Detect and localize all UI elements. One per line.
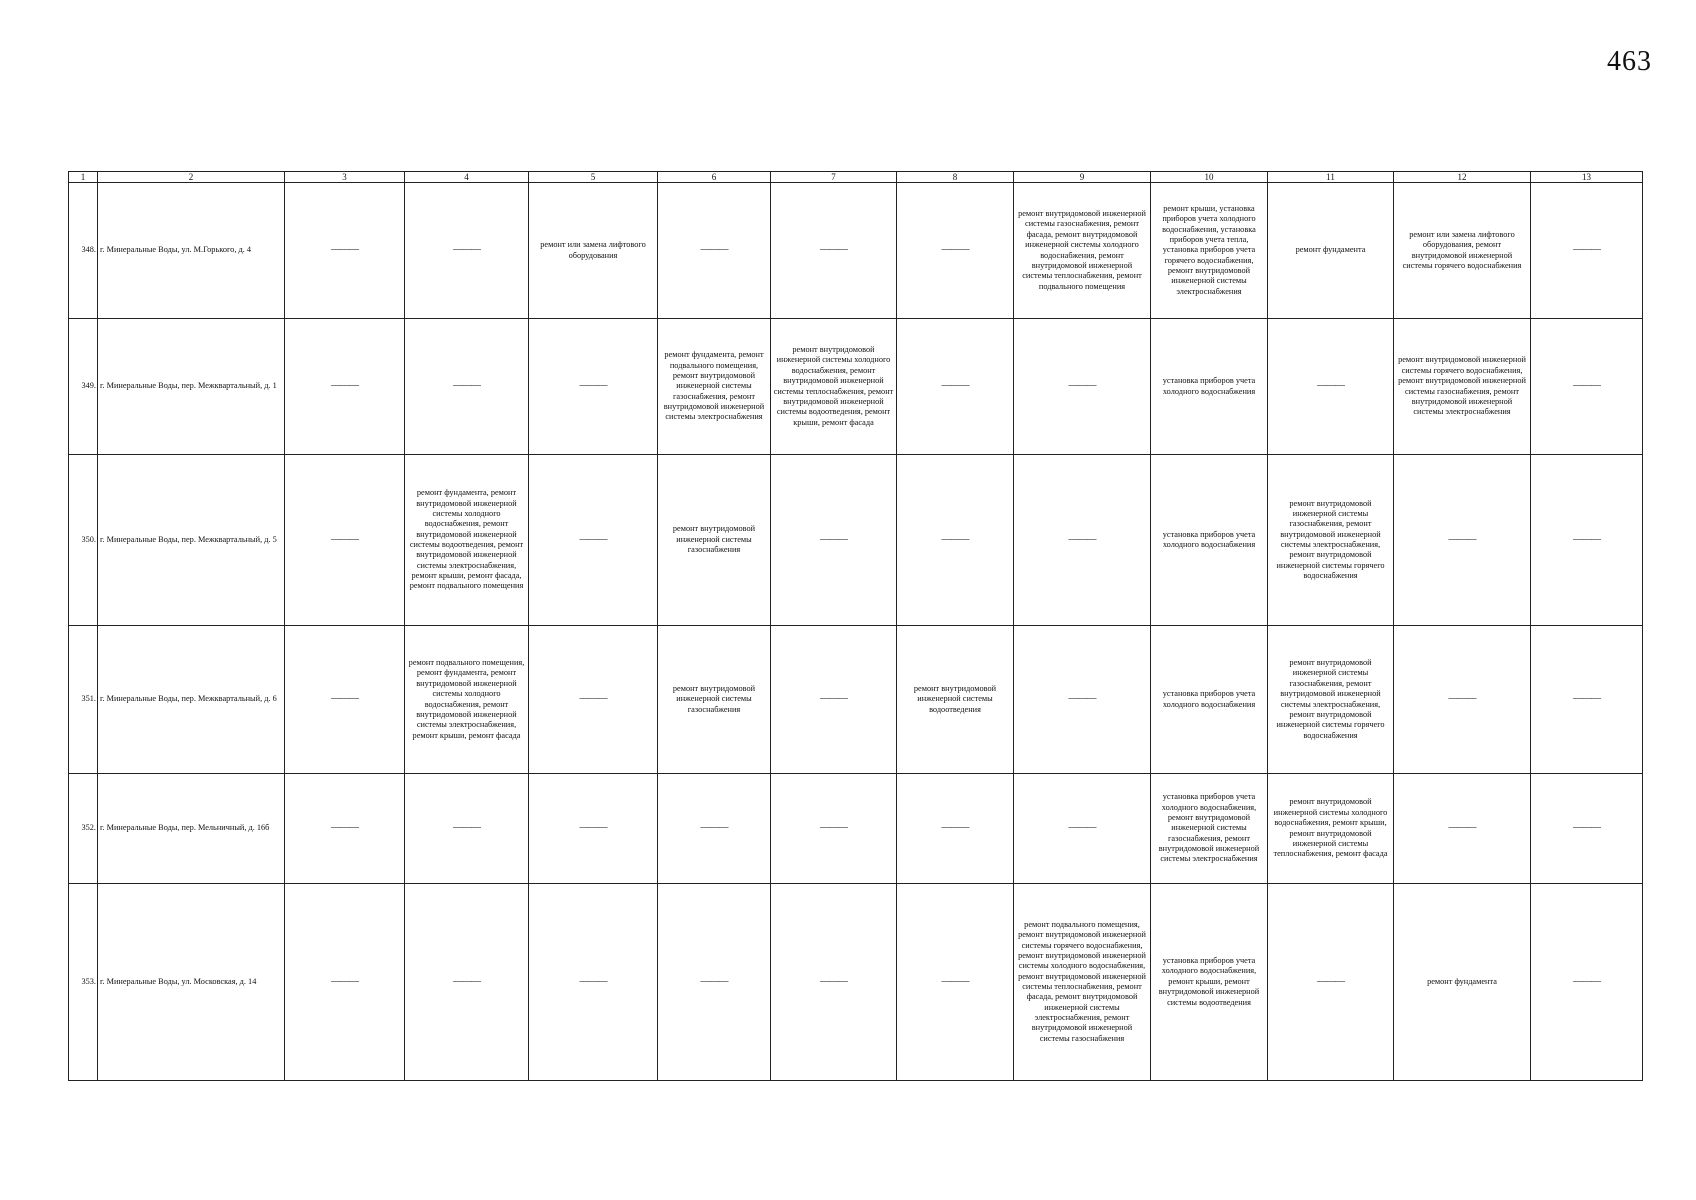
column-header: 1 <box>69 172 98 183</box>
table-row <box>69 774 1643 884</box>
table-cell: ремонт внутридомовой инженерной системы газоснабжения, ремонт внутридомовой инженерной системы электроснабжения, ремонт внутридомовой инженерной системы горячего водоснабжения <box>1268 626 1394 774</box>
dash-mark: ——— <box>1448 693 1476 705</box>
dash-mark: ——— <box>941 380 969 392</box>
dash-mark: ——— <box>331 693 358 705</box>
dash-mark: ——— <box>453 822 480 834</box>
table-cell: установка приборов учета холодного водоснабжения, ремонт внутридомовой инженерной системы газоснабжения, ремонт внутридомовой инженерной системы электроснабжения <box>1151 774 1268 884</box>
dash-mark: ——— <box>331 975 358 987</box>
table-cell: ремонт внутридомовой инженерной системы холодного водоснабжения, ремонт внутридомовой инженерной системы теплоснабжения, ремонт внутридомовой инженерной системы водоотведения, ремонт крыши, ремонт фасада <box>771 319 897 455</box>
column-header: 9 <box>1014 172 1151 183</box>
dash-mark: ——— <box>579 380 607 392</box>
table-cell <box>285 774 405 884</box>
table-cell <box>897 884 1014 1081</box>
table-cell <box>658 774 771 884</box>
table-cell <box>1531 183 1643 319</box>
table-cell: ремонт крыши, установка приборов учета холодного водоснабжения, установка приборов учета тепла, установка приборов учета горячего водоснабжения, ремонт внутридомовой инженерной системы электроснабжения <box>1151 183 1268 319</box>
row-number: 348. <box>69 183 98 319</box>
table-cell: ремонт внутридомовой инженерной системы газоснабжения <box>658 626 771 774</box>
table-cell <box>529 319 658 455</box>
dash-mark: ——— <box>579 533 607 545</box>
dash-mark: ——— <box>1573 693 1600 705</box>
table-cell <box>1268 319 1394 455</box>
dash-mark: ——— <box>941 822 969 834</box>
address-cell: г. Минеральные Воды, ул. Московская, д. 14 <box>98 884 285 1081</box>
dash-mark: ——— <box>331 822 358 834</box>
table-cell <box>529 884 658 1081</box>
table-row <box>69 319 1643 455</box>
row-number: 349. <box>69 319 98 455</box>
column-header: 7 <box>771 172 897 183</box>
dash-mark: ——— <box>820 975 847 987</box>
dash-mark: ——— <box>453 244 480 256</box>
dash-mark: ——— <box>579 693 607 705</box>
dash-mark: ——— <box>1448 533 1476 545</box>
table-row <box>69 183 1643 319</box>
address-cell: г. Минеральные Воды, ул. М.Горького, д. 4 <box>98 183 285 319</box>
table-cell: установка приборов учета холодного водоснабжения <box>1151 319 1268 455</box>
table-cell: ремонт подвального помещения, ремонт внутридомовой инженерной системы горячего водоснабжения, ремонт внутридомовой инженерной системы холодного водоснабжения, ремонт внутридомовой инженерной системы теплоснабжения, ремонт фасада, ремонт внутридомовой инженерной системы электроснабжения, ремонт внутридомовой инженерной системы газоснабжения <box>1014 884 1151 1081</box>
dash-mark: ——— <box>331 380 358 392</box>
table-cell: ремонт внутридомовой инженерной системы холодного водоснабжения, ремонт крыши, ремонт внутридомовой инженерной системы теплоснабжения, ремонт фасада <box>1268 774 1394 884</box>
table-cell <box>1394 455 1531 626</box>
repair-schedule-table <box>68 171 1643 1081</box>
table-cell <box>1531 319 1643 455</box>
table-cell <box>529 626 658 774</box>
table-cell <box>285 455 405 626</box>
table-cell <box>285 884 405 1081</box>
dash-mark: ——— <box>700 244 728 256</box>
column-header: 4 <box>405 172 529 183</box>
table-cell: ремонт внутридомовой инженерной системы газоснабжения, ремонт фасада, ремонт внутридомовой инженерной системы холодного водоснабжения, ремонт внутридомовой инженерной системы теплоснабжения, ремонт подвального помещения <box>1014 183 1151 319</box>
dash-mark: ——— <box>579 975 607 987</box>
table-cell <box>1531 884 1643 1081</box>
table-cell <box>1014 455 1151 626</box>
table-cell <box>1531 626 1643 774</box>
table-cell <box>285 626 405 774</box>
table-cell <box>771 455 897 626</box>
table-cell <box>405 183 529 319</box>
dash-mark: ——— <box>331 244 358 256</box>
table-cell <box>1268 884 1394 1081</box>
dash-mark: ——— <box>1573 975 1600 987</box>
dash-mark: ——— <box>331 533 358 545</box>
column-header: 3 <box>285 172 405 183</box>
table-row <box>69 626 1643 774</box>
table-cell: установка приборов учета холодного водоснабжения <box>1151 626 1268 774</box>
row-number: 351. <box>69 626 98 774</box>
table-cell <box>405 884 529 1081</box>
table-cell: ремонт внутридомовой инженерной системы водоотведения <box>897 626 1014 774</box>
table-cell: ремонт подвального помещения, ремонт фундамента, ремонт внутридомовой инженерной системы холодного водоснабжения, ремонт внутридомовой инженерной системы электроснабжения, ремонт крыши, ремонт фасада <box>405 626 529 774</box>
table-cell: ремонт фундамента, ремонт внутридомовой инженерной системы холодного водоснабжения, ремонт внутридомовой инженерной системы водоотведения, ремонт внутридомовой инженерной системы электроснабжения, ремонт крыши, ремонт фасада, ремонт подвального помещения <box>405 455 529 626</box>
table-cell <box>771 626 897 774</box>
address-cell: г. Минеральные Воды, пер. Мельничный, д. 16б <box>98 774 285 884</box>
table-cell <box>405 774 529 884</box>
dash-mark: ——— <box>820 244 847 256</box>
column-header: 8 <box>897 172 1014 183</box>
table-cell <box>897 183 1014 319</box>
column-header: 10 <box>1151 172 1268 183</box>
dash-mark: ——— <box>453 975 480 987</box>
table-cell: ремонт внутридомовой инженерной системы горячего водоснабжения, ремонт внутридомовой инженерной системы газоснабжения, ремонт внутридомовой инженерной системы электроснабжения <box>1394 319 1531 455</box>
address-cell: г. Минеральные Воды, пер. Межквартальный, д. 1 <box>98 319 285 455</box>
column-number-row <box>69 172 1643 183</box>
table-cell: ремонт или замена лифтового оборудования <box>529 183 658 319</box>
column-header: 11 <box>1268 172 1394 183</box>
table-cell: ремонт фундамента <box>1268 183 1394 319</box>
table-cell <box>897 774 1014 884</box>
dash-mark: ——— <box>1317 975 1344 987</box>
dash-mark: ——— <box>1573 822 1600 834</box>
table-cell: установка приборов учета холодного водоснабжения <box>1151 455 1268 626</box>
address-cell: г. Минеральные Воды, пер. Межквартальный, д. 6 <box>98 626 285 774</box>
table-cell <box>285 183 405 319</box>
table-cell <box>1014 626 1151 774</box>
table-row <box>69 884 1643 1081</box>
table-cell <box>1014 774 1151 884</box>
column-header: 13 <box>1531 172 1643 183</box>
table-cell <box>529 774 658 884</box>
table-cell <box>771 183 897 319</box>
table-cell <box>771 884 897 1081</box>
table-cell <box>529 455 658 626</box>
table-cell: ремонт внутридомовой инженерной системы газоснабжения <box>658 455 771 626</box>
table-cell <box>658 884 771 1081</box>
dash-mark: ——— <box>820 693 847 705</box>
dash-mark: ——— <box>1317 380 1344 392</box>
table-cell <box>1394 626 1531 774</box>
row-number: 353. <box>69 884 98 1081</box>
dash-mark: ——— <box>1573 244 1600 256</box>
table-row <box>69 455 1643 626</box>
page-number: 463 <box>1607 46 1652 77</box>
table-cell <box>771 774 897 884</box>
dash-mark: ——— <box>1068 380 1096 392</box>
table-cell: ремонт внутридомовой инженерной системы газоснабжения, ремонт внутридомовой инженерной системы электроснабжения, ремонт внутридомовой инженерной системы горячего водоснабжения <box>1268 455 1394 626</box>
dash-mark: ——— <box>820 822 847 834</box>
column-header: 6 <box>658 172 771 183</box>
table-cell <box>1531 774 1643 884</box>
dash-mark: ——— <box>1573 533 1600 545</box>
table-cell <box>897 319 1014 455</box>
table-cell: ремонт или замена лифтового оборудования, ремонт внутридомовой инженерной системы горячего водоснабжения <box>1394 183 1531 319</box>
dash-mark: ——— <box>941 975 969 987</box>
dash-mark: ——— <box>1068 533 1096 545</box>
address-cell: г. Минеральные Воды, пер. Межквартальный, д. 5 <box>98 455 285 626</box>
dash-mark: ——— <box>941 244 969 256</box>
dash-mark: ——— <box>820 533 847 545</box>
row-number: 352. <box>69 774 98 884</box>
column-header: 5 <box>529 172 658 183</box>
row-number: 350. <box>69 455 98 626</box>
dash-mark: ——— <box>1068 822 1096 834</box>
dash-mark: ——— <box>700 822 728 834</box>
dash-mark: ——— <box>941 533 969 545</box>
table-cell <box>1014 319 1151 455</box>
table-cell: ремонт фундамента, ремонт подвального помещения, ремонт внутридомовой инженерной системы газоснабжения, ремонт внутридомовой инженерной системы электроснабжения <box>658 319 771 455</box>
table-cell: ремонт фундамента <box>1394 884 1531 1081</box>
dash-mark: ——— <box>1448 822 1476 834</box>
table-cell: установка приборов учета холодного водоснабжения, ремонт крыши, ремонт внутридомовой инженерной системы водоотведения <box>1151 884 1268 1081</box>
column-header: 12 <box>1394 172 1531 183</box>
table-cell <box>285 319 405 455</box>
dash-mark: ——— <box>1068 693 1096 705</box>
table-cell <box>658 183 771 319</box>
table-cell <box>1394 774 1531 884</box>
dash-mark: ——— <box>453 380 480 392</box>
table-cell <box>897 455 1014 626</box>
table-cell <box>1531 455 1643 626</box>
column-header: 2 <box>98 172 285 183</box>
dash-mark: ——— <box>1573 380 1600 392</box>
table-cell <box>405 319 529 455</box>
dash-mark: ——— <box>700 975 728 987</box>
dash-mark: ——— <box>579 822 607 834</box>
